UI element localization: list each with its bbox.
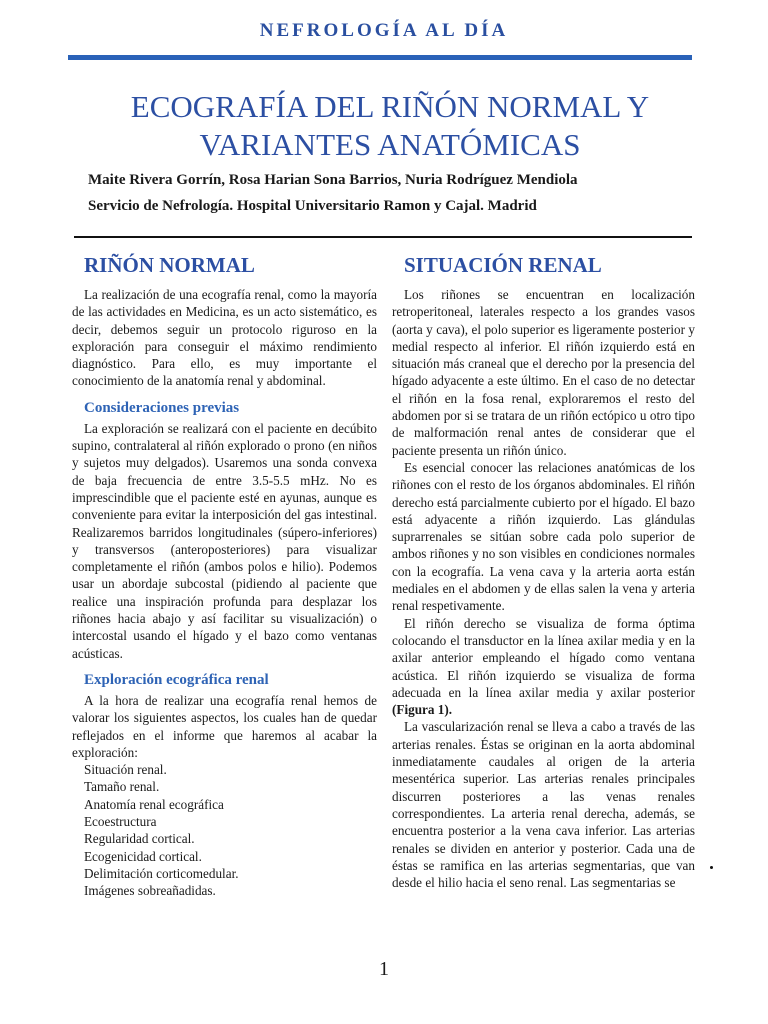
right-column xyxy=(392,252,695,891)
list-item: Ecoestructura xyxy=(84,814,157,830)
list-item: Situación renal. xyxy=(84,762,167,778)
situacion-paragraph-2: Es esencial conocer las relaciones anatómicas de los riñones con el resto de los órganos abdominales. El riñón derecho está parcialmente cubierto por el hígado. El bazo está adyacente a riñón izquierdo. Las glándulas suprarrenales se sitúan sobre cada polo superior de ambos riñones y no son visibles en condiciones normales con la ecografía. La vena cava y la arteria aorta están mediales en el abdomen y de ellas salen la vena y arteria renal respetivamente. xyxy=(392,459,695,614)
header-rule xyxy=(68,55,692,60)
authors: Maite Rivera Gorrín, Rosa Harian Sona Barrios, Nuria Rodríguez Mendiola xyxy=(88,172,578,188)
list-item: Tamaño renal. xyxy=(84,779,160,795)
left-column xyxy=(72,252,377,900)
list-item: Ecogenicidad cortical. xyxy=(84,848,202,864)
article-title xyxy=(40,88,740,164)
situacion-paragraph-4: La vascularización renal se lleva a cabo a través de las arterias renales. Éstas se originan en la aorta abdominal inmediatamente caudales al origen de la arteria mesentérica superior. Las arterias renales principales discurren posteriores a las venas renales correspondientes. La arteria renal derecha, además, se encuentra posterior a la vena cava inferior. Las arterias renales se dividen en anterior y posterior. Cada una de éstas se ramifica en las arterias segmentarias, que van desde el hilio hacia el seno renal. Las segmentarias se xyxy=(392,719,695,891)
affiliation: Servicio de Nefrología. Hospital Universitario Ramon y Cajal. Madrid xyxy=(88,198,537,214)
consideraciones-paragraph: La exploración se realizará con el paciente en decúbito supino, contralateral al riñón explorado o prono (en niños y sujetos muy delgados). Usaremos una sonda convexa de baja frecuencia de entre 3.5-5.5 mHz. No es imprescindible que el paciente esté en ayunas, aunque es conveniente para evitar la interposición del gas intestinal. Realizaremos barridos longitudinales (súpero-inferiores) y transversos (anteroposteriores) para visualizar completamente el riñón (ambos polos e hilio). Podemos usar un abordaje subcostal (pidiendo al paciente que realice una inspiración profunda para desplazar los riñones hacia abajo y así facilitar su visualización) o intercostal usando el hígado y el bazo como ventanas acústicas. xyxy=(72,420,377,661)
page-number: 1 xyxy=(379,958,389,980)
subheading-exploracion: Exploración ecográfica renal xyxy=(84,671,269,688)
list-item: Imágenes sobreañadidas. xyxy=(84,883,216,899)
list-item: Anatomía renal ecográfica xyxy=(84,796,224,812)
situacion-paragraph-1: Los riñones se encuentran en localización retroperitoneal, laterales respecto a los grandes vasos (aorta y cava), el polo superior es ligeramente posterior y medial respecto al inferior. El riñón izquierdo está en situación más craneal que el derecho por la presencia del hígado adyacente a este último. En el caso de no detectar el riñón en la fosa renal, exploraremos el resto del abdomen por si se tratara de un riñón ectópico u otro tipo de malformación renal antes de considerar que el paciente presenta un riñón único. xyxy=(392,287,695,458)
journal-name: NEFROLOGÍA AL DÍA xyxy=(259,20,509,41)
situacion-paragraph-3 xyxy=(392,615,695,719)
paragraph-3-text: El riñón derecho se visualiza de forma óptima colocando el transductor en la línea axilar media y en la axilar anterior empleando el hígado como ventana acústica. El riñón izquierdo se visualiza de forma adecuada en la línea axilar media y axilar posterior xyxy=(392,615,695,700)
section-divider xyxy=(74,236,692,238)
list-item: Regularidad cortical. xyxy=(84,831,195,847)
subheading-consideraciones: Consideraciones previas xyxy=(84,399,240,416)
heading-situacion-renal: SITUACIÓN RENAL xyxy=(404,253,602,277)
title-line-2: VARIANTES ANATÓMICAS xyxy=(199,127,581,162)
exploracion-paragraph: A la hora de realizar una ecografía renal hemos de valorar los siguientes aspectos, los cuales han de quedar reflejados en el informe que haremos al acabar la exploración: xyxy=(72,692,377,760)
intro-paragraph: La realización de una ecografía renal, como la mayoría de las actividades en Medicina, es un acto sistemático, es decir, debemos seguir un protocolo riguroso en la exploración para conseguir el máximo rendimiento diagnóstico. Para ello, es muy importante el conocimiento de la anatomía renal y abdominal. xyxy=(72,287,377,389)
figure-1-reference[interactable]: (Figura 1). xyxy=(392,702,453,718)
title-line-1: ECOGRAFÍA DEL RIÑÓN NORMAL Y xyxy=(130,89,650,124)
heading-rinon-normal: RIÑÓN NORMAL xyxy=(84,253,255,277)
aspects-list xyxy=(72,761,377,899)
stray-dot xyxy=(710,866,713,869)
list-item: Delimitación corticomedular. xyxy=(84,865,239,881)
